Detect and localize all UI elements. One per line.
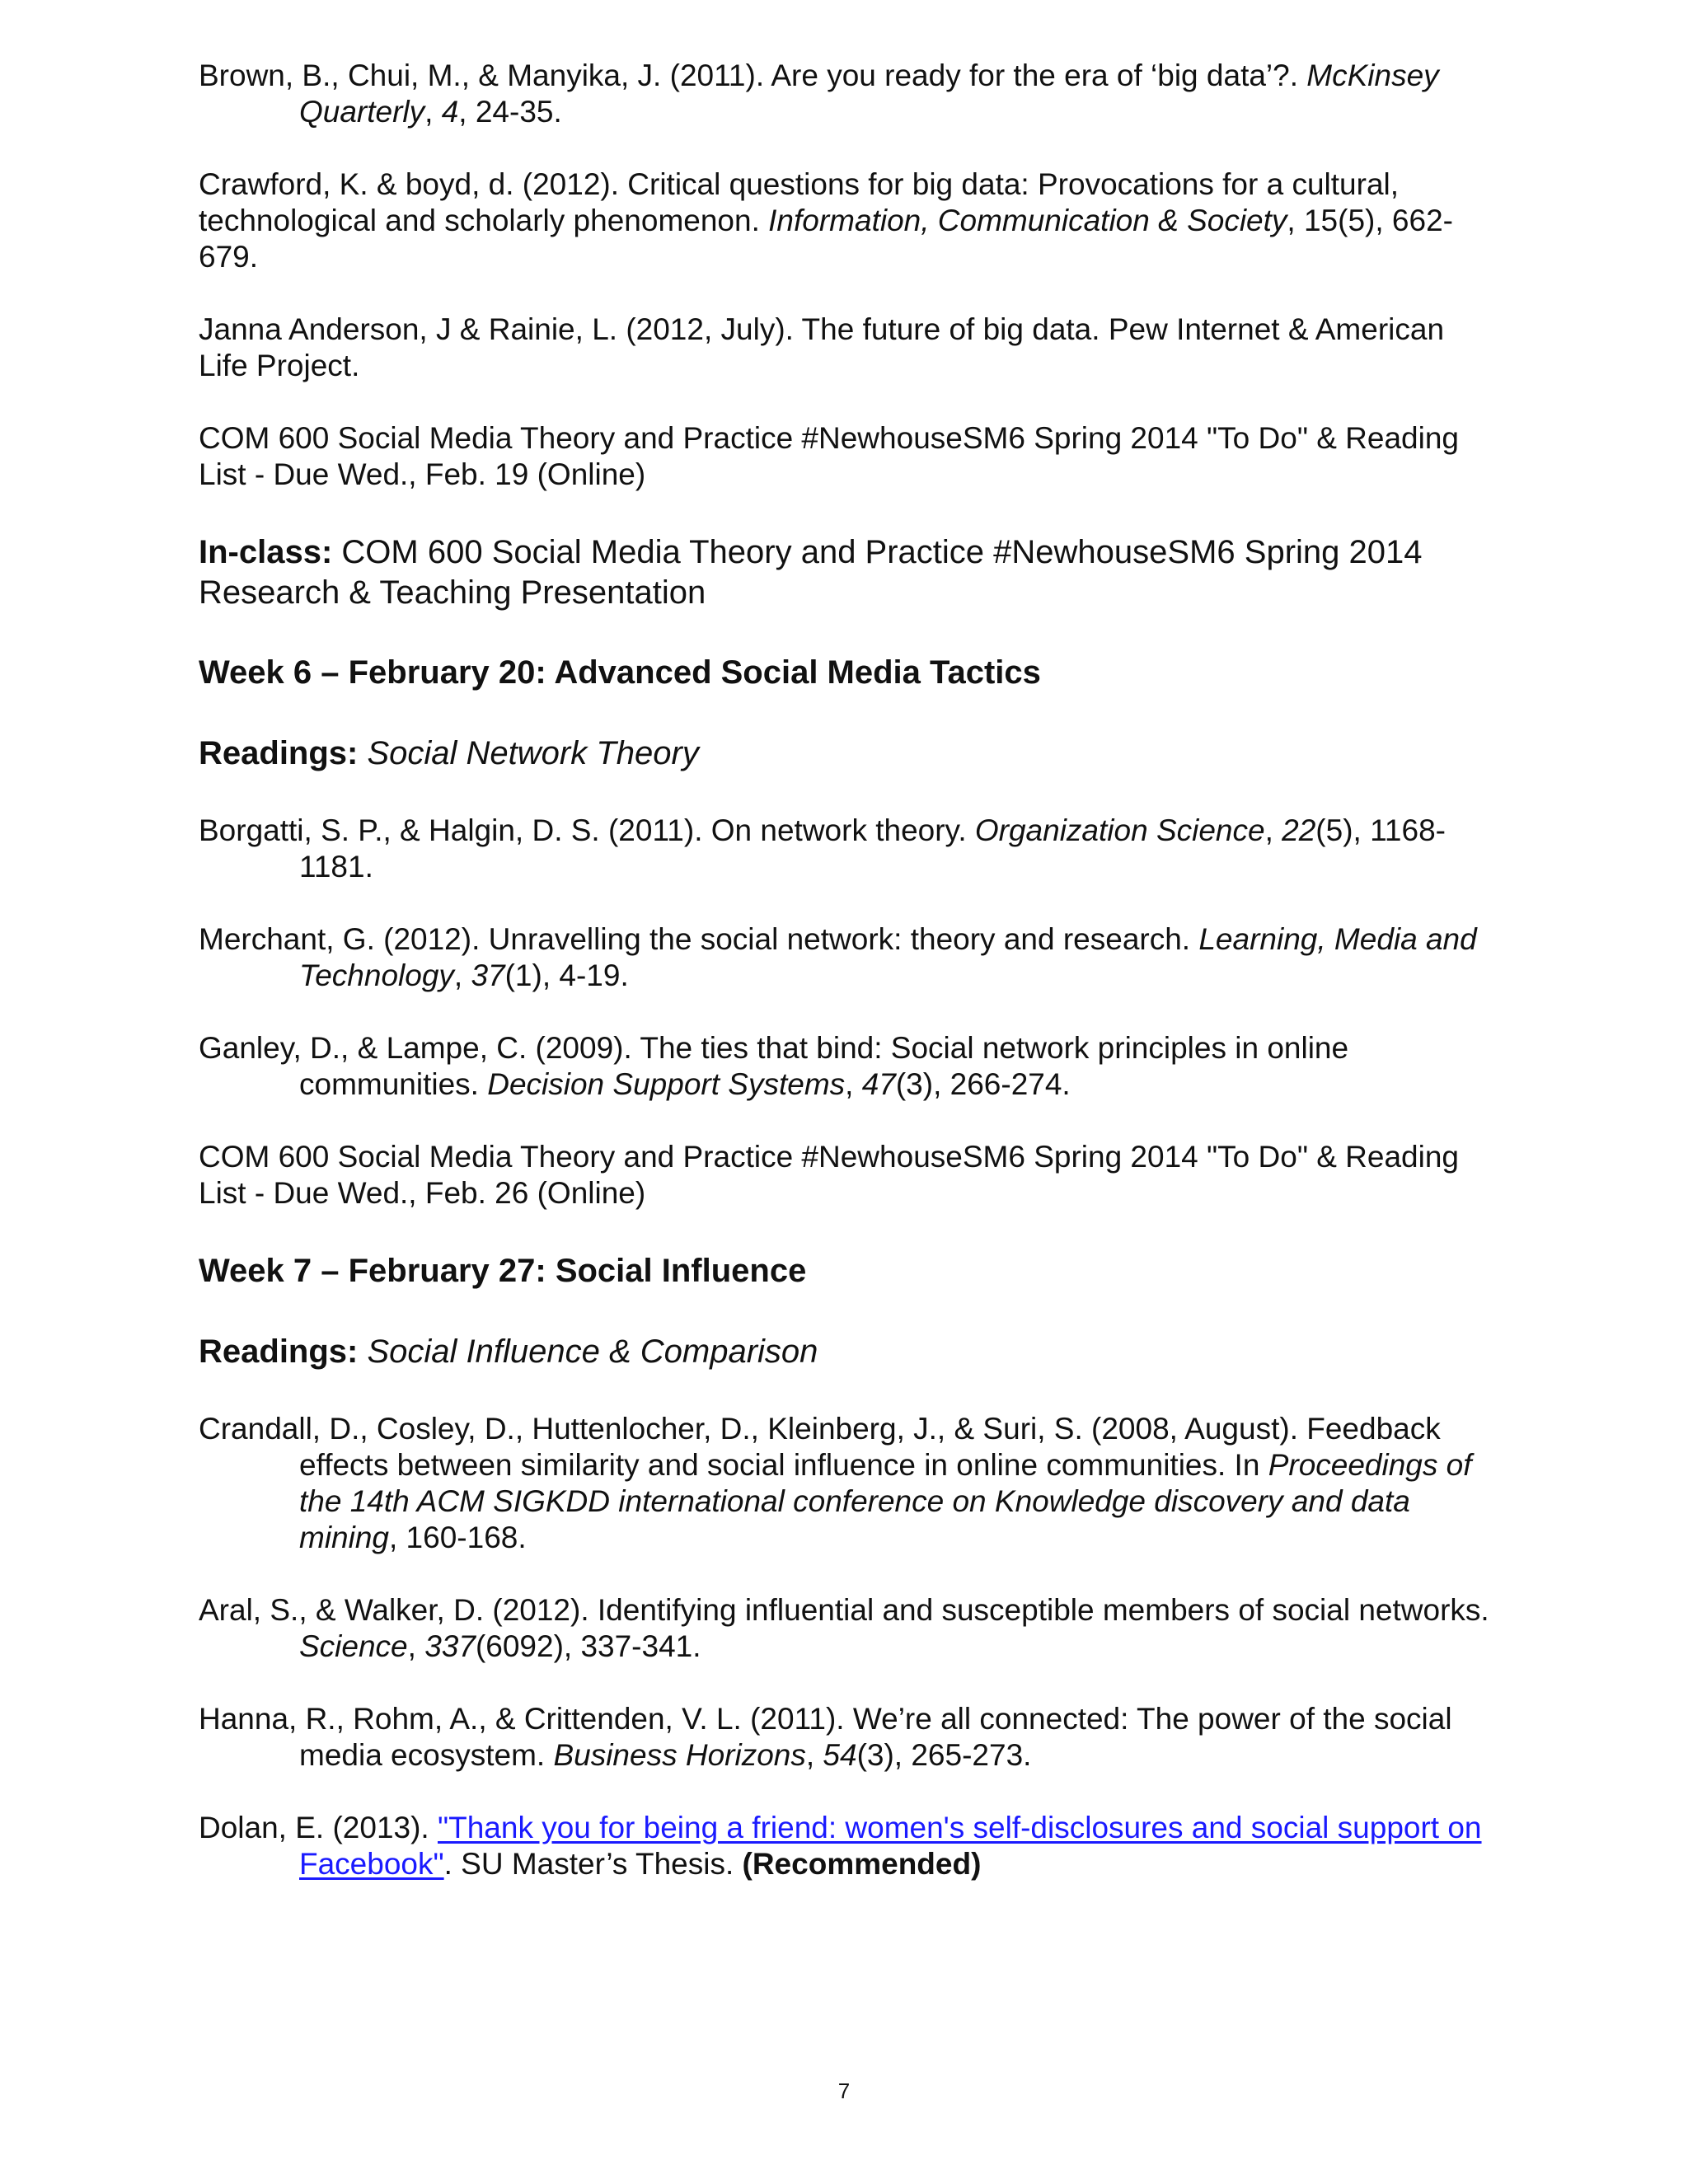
reference-pages: (3), 265-273. [856, 1738, 1032, 1772]
reference-brown [199, 58, 1501, 130]
inclass-label: In-class: [199, 534, 333, 570]
reference-separator: , [845, 1067, 862, 1101]
reference-text: Crawford, K. & boyd, d. (2012). Critical questions for big data: Provocations for a cultural, technological and scholarly phenomenon. [199, 167, 1400, 237]
reference-ganley [199, 1030, 1501, 1103]
recommended-note: (Recommended) [742, 1847, 982, 1881]
reference-authors: Borgatti, S. P., & Halgin, D. S. (2011). On network theory. [199, 813, 975, 847]
page-content [199, 58, 1501, 1919]
reference-authors: Hanna, R., Rohm, A., & Crittenden, V. L. (2011). We’re all connected: The power of the social media ecosystem. [199, 1702, 1452, 1772]
todo-reading-list-feb26: COM 600 Social Media Theory and Practice #NewhouseSM6 Spring 2014 "To Do" & Reading List - Due Wed., Feb. 26 (Online) [199, 1140, 1460, 1210]
readings-topic: Social Influence & Comparison [358, 1333, 818, 1370]
reference-dolan [199, 1810, 1501, 1882]
reference-authors: Merchant, G. (2012). Unravelling the social network: theory and research. [199, 922, 1199, 956]
reference-volume: 337 [424, 1629, 476, 1663]
reference-separator: , [424, 95, 442, 129]
reference-hanna [199, 1701, 1501, 1774]
reference-borgatti [199, 813, 1501, 885]
reference-anderson: Janna Anderson, J & Rainie, L. (2012, July). The future of big data. Pew Internet & American Life Project. [199, 312, 1445, 382]
week6-readings-heading [199, 733, 1501, 773]
week6-heading: Week 6 – February 20: Advanced Social Media Tactics [199, 654, 1041, 691]
reference-volume: 47 [861, 1067, 896, 1101]
inclass-text: COM 600 Social Media Theory and Practice #NewhouseSM6 Spring 2014 Research & Teaching Presentation [199, 534, 1423, 611]
reference-pages: (3), 266-274. [895, 1067, 1071, 1101]
week7-readings-heading [199, 1332, 1501, 1371]
reference-authors: Ganley, D., & Lampe, C. (2009). The ties that bind: Social network principles in online communities. [199, 1031, 1349, 1101]
todo-reading-list-feb19: COM 600 Social Media Theory and Practice #NewhouseSM6 Spring 2014 "To Do" & Reading List - Due Wed., Feb. 19 (Online) [199, 421, 1460, 491]
reference-crawford [199, 166, 1501, 275]
reference-volume: 54 [823, 1738, 857, 1772]
reference-journal: Information, Communication & Society [768, 204, 1287, 237]
reference-separator: , [407, 1629, 425, 1663]
reference-volume: 22 [1282, 813, 1316, 847]
reference-merchant [199, 921, 1501, 994]
reference-volume: 4 [441, 95, 459, 129]
reference-separator: , [805, 1738, 823, 1772]
reference-authors: Dolan, E. (2013). [199, 1811, 438, 1844]
week7-heading: Week 7 – February 27: Social Influence [199, 1253, 807, 1289]
reference-authors: Aral, S., & Walker, D. (2012). Identifying influential and susceptible members of social networks. [199, 1593, 1489, 1627]
reference-type: . SU Master’s Thesis. [443, 1847, 743, 1881]
reference-journal: Decision Support Systems [487, 1067, 846, 1101]
reference-pages: , 160-168. [389, 1521, 527, 1554]
reference-pages: , 24-35. [458, 95, 562, 129]
readings-label: Readings: [199, 1333, 359, 1370]
readings-label: Readings: [199, 735, 359, 771]
thesis-link[interactable]: "Thank you for being a friend: women's self-disclosures and social support on Facebook" [299, 1811, 1482, 1881]
reference-journal: Science [299, 1629, 408, 1663]
reference-separator: , [453, 958, 471, 992]
page-number: 7 [837, 2079, 851, 2103]
reference-volume: 37 [471, 958, 505, 992]
reference-pages: , 15(5), 662-679. [199, 204, 1453, 274]
reference-authors: Brown, B., Chui, M., & Manyika, J. (2011). Are you ready for the era of ‘big data’?. [199, 59, 1307, 92]
reference-pages: (6092), 337-341. [475, 1629, 701, 1663]
reference-aral [199, 1592, 1501, 1665]
readings-topic: Social Network Theory [358, 735, 699, 771]
reference-journal: Learning, Media and Technology [299, 922, 1477, 992]
inclass-note [199, 532, 1501, 613]
reference-journal: Business Horizons [553, 1738, 806, 1772]
reference-journal: Organization Science [974, 813, 1265, 847]
reference-pages: (5), 1168-1181. [299, 813, 1446, 883]
reference-separator: , [1264, 813, 1282, 847]
reference-text: Crandall, D., Cosley, D., Huttenlocher, D., Kleinberg, J., & Suri, S. (2008, August). Feedback effects between similarity and social influence in online communities. In [199, 1412, 1441, 1482]
reference-crandall [199, 1411, 1501, 1556]
reference-proceedings: Proceedings of the 14th ACM SIGKDD international conference on Knowledge discovery and data mining [299, 1448, 1472, 1554]
reference-journal: McKinsey Quarterly [299, 59, 1439, 129]
reference-pages: (1), 4-19. [504, 958, 629, 992]
